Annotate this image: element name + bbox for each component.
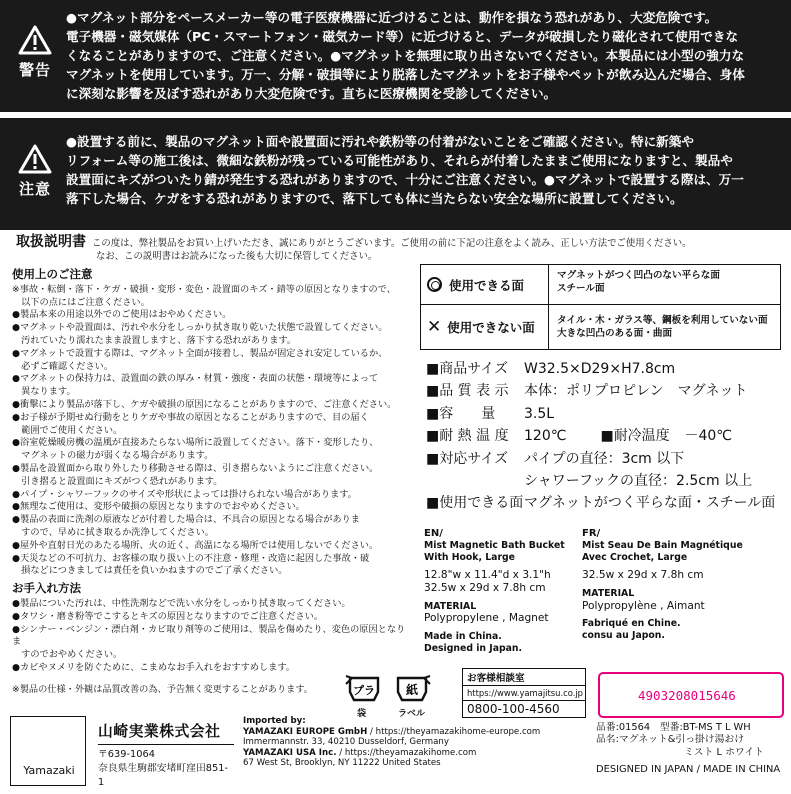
usage-note: 必ずご確認ください。 (12, 360, 114, 372)
care-title: お手入れ方法 (12, 581, 81, 596)
paper-recycle-icon (392, 672, 432, 706)
svg-text:プラ: プラ (353, 684, 375, 697)
usage-note: ●製品の表面に洗剤の原液などが付着した場合は、不具合の原因となる場合がありま (12, 514, 360, 526)
company-info (98, 720, 234, 790)
usage-note: ●製品を設置面から取り外したり移動させる際は、引き摺らないようにご注意ください。 (12, 462, 379, 474)
caution-box (0, 118, 791, 230)
company-address: 奈良県生駒郡安堵町窪田851-1 (98, 763, 228, 788)
usage-note: ●製品本来の用途以外でのご使用はおやめください。 (12, 309, 232, 321)
company-logo (10, 716, 86, 786)
circle-ok-icon (427, 277, 442, 292)
usage-note: 範囲でご使用ください。 (12, 424, 123, 436)
product-name-2: ミスト L ホワイト (684, 746, 764, 758)
usage-note: ●マグネットで設置する際は、マグネット全面が接着し、製品が固定され安定しているか、 (12, 347, 388, 359)
usable-surface-value-2: スチール面 (557, 283, 605, 294)
usage-note: ●浴室乾燥暖房機の温風が直接あたらない場所に設置してください。落下・変形したり、 (12, 437, 379, 449)
usage-note: 異なります。 (12, 386, 76, 398)
contact-url[interactable]: https://www.yamajitsu.co.jp (463, 686, 585, 701)
logo-text: Yamazaki (23, 764, 75, 777)
usage-note: すので、早めに拭き取るか洗浄してください。 (12, 526, 214, 538)
caution-triangle-icon (18, 144, 52, 174)
usable-surface-value-1: マグネットがつく凹凸のない平らな面 (557, 270, 720, 281)
usage-note: 汚れていたり濡れたまま設置しますと、落下する恐れがあります。 (12, 334, 297, 346)
contact-phone: 0800-100-4560 (467, 702, 560, 716)
usage-surface-table (420, 264, 781, 350)
usage-note: ●無理なご使用は、変形や破損の原因となりますのでおやめください。 (12, 501, 305, 513)
usage-note: マグネットの磁力が弱くなる場合があります。 (12, 450, 214, 462)
care-note: ●カビやヌメリを防ぐために、こまめなお手入れをおすすめします。 (12, 661, 295, 673)
caution-text: ●設置する前に、製品のマグネット面や設置面に汚れや鉄粉等の付着がないことをご確認ください。特に新築や リフォーム等の施工後は、微細な鉄粉が残っている可能性があり、それらが付着したままご使用になりますと、製品や 設置面にキズがついたり錆が発生する恐れがありますので、十分にご注意ください。●マグネットで設置する際は、万一 落下した場合、ケガをする恐れがありますので、落下しても体に当たらない安全な場所に設置してください。 (66, 134, 744, 206)
jan-code-number: 4903208015646 (638, 687, 736, 703)
instructions-intro-2: なお、この説明書はお読みになった後も大切に保管してください。 (96, 251, 378, 262)
jan-code-box (598, 672, 784, 718)
care-note: ●タワシ・磨き粉等でこするとキズの原因となりますのでご注意ください。 (12, 610, 324, 622)
warning-triangle-icon (18, 25, 52, 55)
usage-note: ●お子様が予期せぬ行動をとりケガや事故の原因となることがありますので、目の届く (12, 411, 369, 423)
usage-note: ●パイプ・シャワーフックのサイズや形状によっては掛けられない場合があります。 (12, 488, 357, 500)
svg-text:紙: 紙 (405, 683, 419, 697)
product-specs (426, 358, 786, 515)
usage-note: 以下の点にはご注意ください。 (12, 296, 150, 308)
unusable-surface-row (421, 305, 780, 349)
english-info: EN/ Mist Magnetic Bath Bucket With Hook, Large 12.8"w x 11.4"d x 3.1"h 32.5w x 29d x 7.8h cm MATERIAL Polypropylene , Magnet Made in China. Designed in Japan. (424, 528, 565, 654)
spec-temperature: ■ 耐 熱 温 度 120℃ ■耐冷温度 －40℃ (426, 425, 786, 447)
usable-surface-label: 使用できる面 (449, 277, 525, 293)
instructions-intro-1: この度は、弊社製品をお買い上げいただき、誠にありがとうございます。ご使用の前に下記の注意をよく読み、正しい方法でご使用ください。 (92, 238, 692, 249)
unusable-surface-label: 使用できない面 (447, 320, 535, 335)
instructions-header (16, 236, 786, 263)
spec-fit-size: ■ 対応サイズ パイプの直径：3cm 以下 (426, 448, 786, 470)
spec-capacity: ■ 容 量 3.5L (426, 403, 786, 425)
care-note: ●シンナー・ベンジン・漂白剤・カビ取り剤等のご使用は、製品を傷めたり、変色の原因となりま (12, 623, 406, 648)
usage-note: ●衝撃により製品が落下し、ケガや破損の原因になることがありますので、ご注意ください。 (12, 398, 397, 410)
spec-quality: ■ 品 質 表 示 本体：ポリプロピレン マグネット (426, 380, 786, 402)
usage-note: ●マグネットや設置面は、汚れや水分をしっかり拭き取り乾いた状態で設置してください。 (12, 322, 388, 334)
product-info (596, 722, 786, 759)
paper-label-label: ラベル (398, 709, 426, 719)
care-note: すのでおやめください。 (12, 649, 123, 661)
origin-note: DESIGNED IN JAPAN / MADE IN CHINA (596, 764, 781, 775)
usage-notes-section (12, 266, 412, 697)
usage-note: 引き摺ると設置面にキズがつく恐れがあります。 (12, 475, 223, 487)
contact-title: お客様相談室 (463, 669, 585, 686)
company-zip: 〒639-1064 (98, 749, 155, 760)
recycle-marks (344, 672, 444, 718)
product-name: 品名:マグネット&引っ掛け湯おけ (596, 734, 744, 746)
unusable-surface-value-2: 大きな凹凸のある面・曲面 (557, 328, 673, 339)
care-note: ●製品についた汚れは、中性洗剤などで洗い水分をしっかり拭き取ってください。 (12, 597, 351, 609)
plastic-bag-label: 袋 (357, 709, 367, 719)
caution-label: 注意 (18, 180, 51, 198)
usage-note: 損などにつきましては責任を負いかねますのでご了承ください。 (12, 565, 288, 577)
plastic-recycle-icon (344, 672, 384, 706)
company-name: 山崎実業株式会社 (98, 720, 234, 745)
usage-note: ※事故・転倒・落下・ケガ・破損・変形・変色・設置面のキズ・錆等の原因となりますので、 (12, 283, 396, 295)
spec-size: ■ 商品サイズ W32.5×D29×H7.8cm (426, 358, 786, 380)
usable-surface-row (421, 265, 780, 305)
importer-info: Imported by: YAMAZAKI EUROPE GmbH / https://theyamazakihome-europe.com Immermannstr. 33, 40210 Dusseldorf, Germany YAMAZAKI USA Inc. / https://theyamazakihome.com 67 West St, Brooklyn, NY 11222 United States (243, 716, 541, 769)
french-info: FR/ Mist Seau De Bain Magnétique Avec Crochet, Large 32.5w x 29d x 7.8h cm MATERIAL Polypropylène , Aimant Fabriqué en Chine. consu au Japon. (582, 528, 743, 642)
warning-label: 警告 (18, 61, 51, 79)
usage-notes-title: 使用上のご注意 (12, 267, 93, 281)
product-number: 品番:01564 型番:BT-MS T L WH (596, 722, 751, 733)
instructions-title: 取扱説明書 (16, 234, 86, 250)
usage-note: ●天災などの不可抗力、お客様の取り扱い上の不注意・修理・改造に起因した事故・破 (12, 552, 370, 564)
cross-ng-icon: ✕ (427, 317, 442, 337)
unusable-surface-value-1: タイル・木・ガラス等、鋼板を利用していない面 (557, 315, 768, 326)
spec-surface: ■ 使用できる面 マグネットがつく平らな面・スチール面 (426, 492, 786, 514)
warning-text: ●マグネット部分をペースメーカー等の電子医療機器に近づけることは、動作を損なう恐れがあり、大変危険です。 電子機器・磁気媒体（PC・スマートフォン・磁気カード等）に近づけると、データが破損したり磁化されて使用できな くなることがありますので、ご注意ください。●マグネットを無理に取り出さないでください。本製品には小型の強力な マグネットを使用しています。万一、分解・破損等により脱落したマグネットをお子様やペットが飲み込んだ場合、身体 に深刻な影響を及ぼす恐れがあり大変危険です。直ちに医療機関を受診してください。 (66, 10, 745, 101)
spec-change-note: ※製品の仕様・外観は品質改善の為、予告無く変更することがあります。 (12, 683, 313, 695)
spec-hook-size: シャワーフックの直径：2.5cm 以上 (524, 473, 753, 490)
warning-box (0, 0, 791, 112)
customer-contact (462, 668, 586, 718)
usage-note: ●屋外や直射日光のあたる場所、火の近く、高温になる場所では使用しないでください。 (12, 539, 379, 551)
usage-note: ●マグネットの保持力は、設置面の鉄の厚み・材質・強度・表面の状態・環境等によって (12, 373, 379, 385)
